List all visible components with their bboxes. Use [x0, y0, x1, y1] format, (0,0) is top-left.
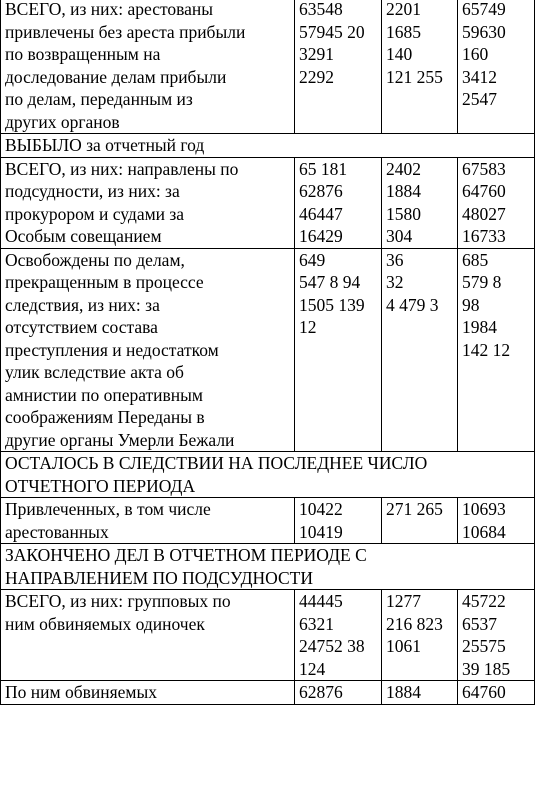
value-cell-col2-line: 46447 — [299, 203, 343, 224]
row-label-cell-line: ним обвиняемых одиночек — [5, 613, 205, 634]
value-cell-col4 — [458, 498, 535, 544]
value-cell-col4-line: 25575 — [462, 636, 506, 656]
row-label-cell — [1, 157, 295, 248]
value-cell-col2-line: 10419 — [299, 521, 343, 542]
section-header-row — [1, 134, 535, 158]
value-cell-col4-line: 10684 — [462, 521, 506, 542]
value-cell-col3 — [382, 157, 458, 248]
value-cell-col3-line: 1277 — [386, 591, 421, 611]
value-cell-col4-line: 48027 — [462, 203, 506, 224]
value-cell-col2-line: 124 — [299, 658, 326, 679]
statistics-table-body — [1, 0, 535, 704]
value-cell-col3-line: 304 — [386, 226, 413, 246]
value-cell-col3-line: 1884 — [386, 181, 421, 201]
row-label-cell-line: амнистии по оперативным — [5, 384, 204, 405]
section-header-cell — [1, 134, 535, 158]
row-label-cell-line: Особым совещанием — [5, 226, 162, 246]
table-row — [1, 157, 535, 248]
value-cell-col3-line: 121 255 — [386, 66, 443, 87]
row-label-cell-line: отсутствием состава — [5, 317, 158, 337]
row-label-cell-line: соображениям Переданы в — [5, 407, 205, 427]
value-cell-col2 — [295, 0, 382, 134]
row-label-cell-line: арестованных — [5, 521, 109, 542]
value-cell-col3 — [382, 248, 458, 452]
value-cell-col4-line: 45722 — [462, 591, 506, 611]
value-cell-col3-line: 271 265 — [386, 499, 443, 519]
value-cell-col3-line: 1061 — [386, 636, 421, 656]
section-header-cell-line: ОСТАЛОСЬ В СЛЕДСТВИИ НА ПОСЛЕДНЕЕ ЧИСЛО — [5, 453, 428, 473]
value-cell-col3-line: 2402 — [386, 158, 421, 179]
value-cell-col2-line: 62876 — [299, 682, 343, 702]
value-cell-col2-line: 63548 — [299, 0, 343, 19]
table-row — [1, 590, 535, 681]
value-cell-col3-line: 4 479 3 — [386, 294, 439, 315]
row-label-cell-line: ВСЕГО, из них: групповых по — [5, 591, 231, 611]
value-cell-col4-line: 579 8 — [462, 272, 502, 292]
value-cell-col2-line: 547 8 94 — [299, 272, 361, 292]
value-cell-col2 — [295, 157, 382, 248]
section-header-cell-line: ОТЧЕТНОГО ПЕРИОДА — [5, 475, 196, 496]
row-label-cell-line: по делам, переданным из — [5, 89, 193, 109]
value-cell-col4-line: 142 12 — [462, 339, 511, 360]
value-cell-col4-line: 59630 — [462, 21, 506, 42]
value-cell-col2-line: 57945 20 — [299, 21, 365, 42]
value-cell-col4 — [458, 590, 535, 681]
row-label-cell — [1, 590, 295, 681]
value-cell-col3-line: 36 — [386, 249, 404, 270]
value-cell-col4 — [458, 157, 535, 248]
row-label-cell-line: Привлеченных, в том числе — [5, 499, 211, 519]
row-label-cell-line: улик вследствие акта об — [5, 362, 184, 382]
value-cell-col3 — [382, 498, 458, 544]
value-cell-col4-line: 10693 — [462, 499, 506, 519]
section-header-cell-line: ВЫБЫЛО за отчетный год — [5, 135, 205, 155]
section-header-cell — [1, 452, 535, 498]
row-label-cell — [1, 681, 295, 705]
section-header-row — [1, 452, 535, 498]
section-header-cell-line: НАПРАВЛЕНИЕМ ПО ПОДСУДНОСТИ — [5, 567, 313, 588]
row-label-cell-line: ВСЕГО, из них: арестованы — [5, 0, 214, 19]
value-cell-col2-line: 3291 — [299, 44, 334, 64]
value-cell-col2-line: 24752 38 — [299, 636, 365, 656]
value-cell-col3 — [382, 0, 458, 134]
section-header-cell-line: ЗАКОНЧЕНО ДЕЛ В ОТЧЕТНОМ ПЕРИОДЕ С — [5, 545, 367, 565]
value-cell-col2-line: 649 — [299, 249, 326, 270]
table-row — [1, 498, 535, 544]
row-label-cell-line: прекращенным в процессе — [5, 272, 204, 292]
value-cell-col4-line: 98 — [462, 294, 480, 315]
row-label-cell-line: ВСЕГО, из них: направлены по — [5, 158, 239, 179]
value-cell-col4-line: 6537 — [462, 613, 497, 634]
value-cell-col3-line: 216 823 — [386, 613, 443, 634]
row-label-cell-line: доследование делам прибыли — [5, 66, 227, 87]
value-cell-col2-line: 62876 — [299, 181, 343, 201]
table-row — [1, 0, 535, 134]
value-cell-col4 — [458, 248, 535, 452]
value-cell-col4-line: 1984 — [462, 317, 497, 337]
value-cell-col4-line: 39 185 — [462, 658, 511, 679]
value-cell-col3-line: 1884 — [386, 682, 421, 702]
value-cell-col4-line: 3412 — [462, 66, 497, 87]
value-cell-col4-line: 64760 — [462, 682, 506, 702]
value-cell-col4-line: 65749 — [462, 0, 506, 19]
row-label-cell-line: По ним обвиняемых — [5, 682, 157, 702]
value-cell-col2-line: 44445 — [299, 591, 343, 611]
row-label-cell — [1, 248, 295, 452]
row-label-cell-line: подсудности, из них: за — [5, 181, 180, 201]
row-label-cell-line: следствия, из них: за — [5, 294, 160, 315]
value-cell-col4-line: 2547 — [462, 89, 497, 109]
value-cell-col4-line: 67583 — [462, 158, 506, 179]
value-cell-col2-line: 65 181 — [299, 158, 348, 179]
row-label-cell-line: прокурором и судами за — [5, 203, 185, 224]
value-cell-col2 — [295, 248, 382, 452]
value-cell-col3-line: 1580 — [386, 203, 421, 224]
value-cell-col2 — [295, 498, 382, 544]
section-header-cell — [1, 544, 535, 590]
table-row — [1, 681, 535, 705]
row-label-cell-line: других органов — [5, 111, 120, 132]
value-cell-col3-line: 1685 — [386, 21, 421, 42]
value-cell-col3-line: 140 — [386, 44, 413, 64]
value-cell-col4-line: 64760 — [462, 181, 506, 201]
value-cell-col3-line: 32 — [386, 272, 404, 292]
value-cell-col4-line: 685 — [462, 249, 489, 270]
row-label-cell-line: привлечены без ареста прибыли — [5, 21, 246, 42]
table-row — [1, 248, 535, 452]
value-cell-col4-line: 16733 — [462, 226, 506, 246]
value-cell-col2-line: 10422 — [299, 499, 343, 519]
value-cell-col4-line: 160 — [462, 44, 489, 64]
value-cell-col2 — [295, 681, 382, 705]
value-cell-col2-line: 16429 — [299, 226, 343, 246]
row-label-cell-line: Освобождены по делам, — [5, 249, 185, 270]
row-label-cell-line: другие органы Умерли Бежали — [5, 429, 235, 450]
row-label-cell — [1, 0, 295, 134]
value-cell-col2-line: 1505 139 — [299, 294, 365, 315]
value-cell-col2 — [295, 590, 382, 681]
value-cell-col2-line: 12 — [299, 317, 317, 337]
section-header-row — [1, 544, 535, 590]
value-cell-col3 — [382, 681, 458, 705]
value-cell-col2-line: 2292 — [299, 66, 334, 87]
value-cell-col3-line: 2201 — [386, 0, 421, 19]
value-cell-col4 — [458, 681, 535, 705]
row-label-cell-line: преступления и недостатком — [5, 339, 219, 360]
value-cell-col2-line: 6321 — [299, 613, 334, 634]
row-label-cell-line: по возвращенным на — [5, 44, 161, 64]
row-label-cell — [1, 498, 295, 544]
value-cell-col3 — [382, 590, 458, 681]
value-cell-col4 — [458, 0, 535, 134]
